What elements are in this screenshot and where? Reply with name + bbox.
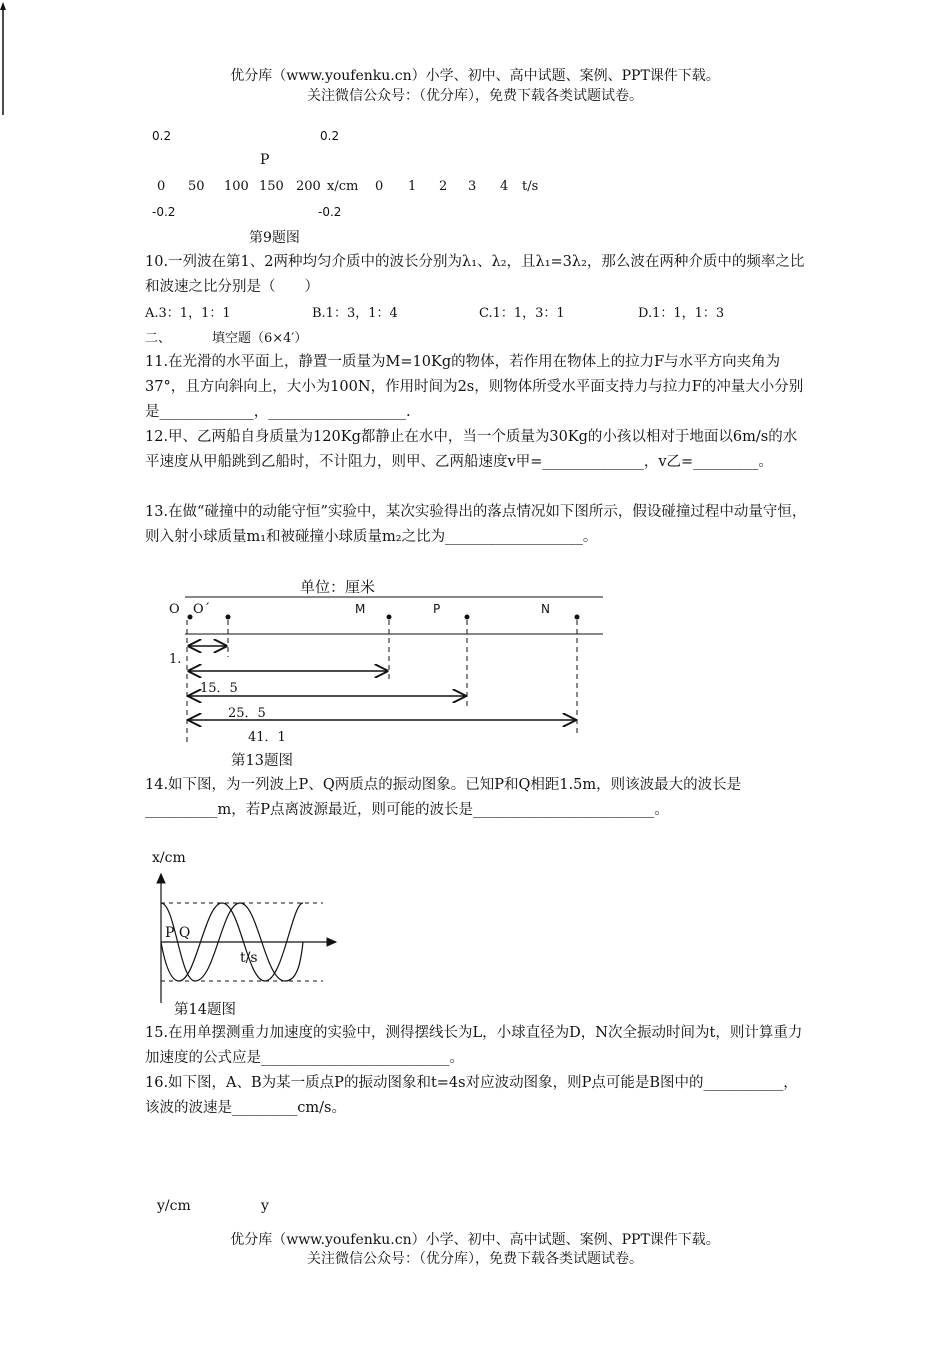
question-15: 15.在用单摆测重力加速度的实验中，测得摆线长为L，小球直径为D，N次全振动时间为t，则计算重力加速度的公式应是__________________________。 xyxy=(145,1025,803,1066)
tick: 50 xyxy=(188,179,205,194)
tick: 0 xyxy=(157,179,166,194)
fig13-d1: 1. xyxy=(169,652,182,667)
fig13-m: M xyxy=(355,602,366,616)
fig9-left-max: 0.2 xyxy=(152,129,172,143)
fig14-caption: 第14题图 xyxy=(174,1002,236,1018)
question-16: 16.如下图，A、B为某一质点P的振动图象和t=4s对应波动图象，则P点可能是B图中的___________，该波的波速是_________cm/s。 xyxy=(145,1075,798,1116)
page-header-line1: 优分库（www.youfenku.cn）小学、初中、高中试题、案例、PPT课件下载。 xyxy=(230,68,720,84)
fig13-n: N xyxy=(541,602,550,616)
fig13-unit: 单位：厘米 xyxy=(300,578,376,596)
choice-c: C.1：1，3：1 xyxy=(479,306,565,321)
section-number: 二、 xyxy=(145,331,172,346)
tick: 0 xyxy=(375,179,384,194)
page-footer-line1: 优分库（www.youfenku.cn）小学、初中、高中试题、案例、PPT课件下载。 xyxy=(230,1232,720,1248)
fig13-caption: 第13题图 xyxy=(231,753,293,769)
tick: 150 xyxy=(259,179,284,194)
margin-mark xyxy=(0,0,8,115)
page-header-line2: 关注微信公众号：（优分库），免费下载各类试题试卷。 xyxy=(307,88,643,104)
tick: 1 xyxy=(408,179,417,194)
axis-label: x/cm xyxy=(327,179,359,194)
tick: 2 xyxy=(439,179,448,194)
fig16-ylabel-a: y/cm xyxy=(157,1198,191,1214)
tick: 4 xyxy=(500,179,509,194)
section-title: 填空题（6×4′） xyxy=(212,331,308,346)
fig13-d4: 41．1 xyxy=(248,730,286,745)
fig9-right-max: 0.2 xyxy=(320,129,340,143)
tick: 3 xyxy=(468,179,477,194)
fig13-o-prime: O´ xyxy=(193,602,211,617)
fig14-pq-label: P Q xyxy=(165,925,191,941)
axis-label: t/s xyxy=(522,179,539,194)
fig9-right-min: -0.2 xyxy=(318,205,342,219)
tick: 100 xyxy=(224,179,249,194)
choice-d: D.1：1，1：3 xyxy=(638,306,725,321)
choice-b: B.1：3，1：4 xyxy=(312,306,398,321)
margin-arrow-icon xyxy=(0,0,8,115)
fig13-p: P xyxy=(433,602,441,616)
choice-a: A.3：1，1：1 xyxy=(145,306,231,321)
question-11: 11.在光滑的水平面上，静置一质量为M=10Kg的物体，若作用在物体上的拉力F与水平方向夹角为37°，且方向斜向上，大小为100N，作用时间为2s，则物体所受水平面支持力与拉力F的冲量大小分别是_____________，___________________. xyxy=(145,354,804,420)
fig13-d3: 25．5 xyxy=(228,706,266,721)
question-12: 12.甲、乙两船自身质量为120Kg都静止在水中，当一个质量为30Kg的小孩以相对于地面以6m/s的水平速度从甲船跳到乙船时，不计阻力，则甲、乙两船速度v甲=______________，v乙=_________。 xyxy=(145,429,798,470)
fig14-t-label: t/s xyxy=(240,950,258,966)
fig9-caption: 第9题图 xyxy=(249,230,300,246)
fig9-left-min: -0.2 xyxy=(152,205,176,219)
fig13-d2: 15．5 xyxy=(200,681,238,696)
fig14-ylabel: x/cm xyxy=(152,850,186,866)
fig9-p-label: P xyxy=(260,152,270,168)
question-14: 14.如下图，为一列波上P、Q两质点的振动图象。已知P和Q相距1.5m，则该波最大的波长是__________m，若P点离波源最近，则可能的波长是_________________________。 xyxy=(145,777,742,818)
tick: 200 xyxy=(296,179,321,194)
question-10: 10.一列波在第1、2两种均匀介质中的波长分别为λ₁、λ₂，且λ₁=3λ₂，那么波在两种介质中的频率之比和波速之比分别是（ ） xyxy=(145,254,805,295)
fig13-o: O xyxy=(169,602,180,617)
page-footer-line2: 关注微信公众号：（优分库），免费下载各类试题试卷。 xyxy=(307,1251,643,1267)
fig16-ylabel-b: y xyxy=(261,1198,269,1214)
question-13: 13.在做“碰撞中的动能守恒”实验中，某次实验得出的落点情况如下图所示，假设碰撞过程中动量守恒，则入射小球质量m₁和被碰撞小球质量m₂之比为___________________。 xyxy=(145,504,807,545)
